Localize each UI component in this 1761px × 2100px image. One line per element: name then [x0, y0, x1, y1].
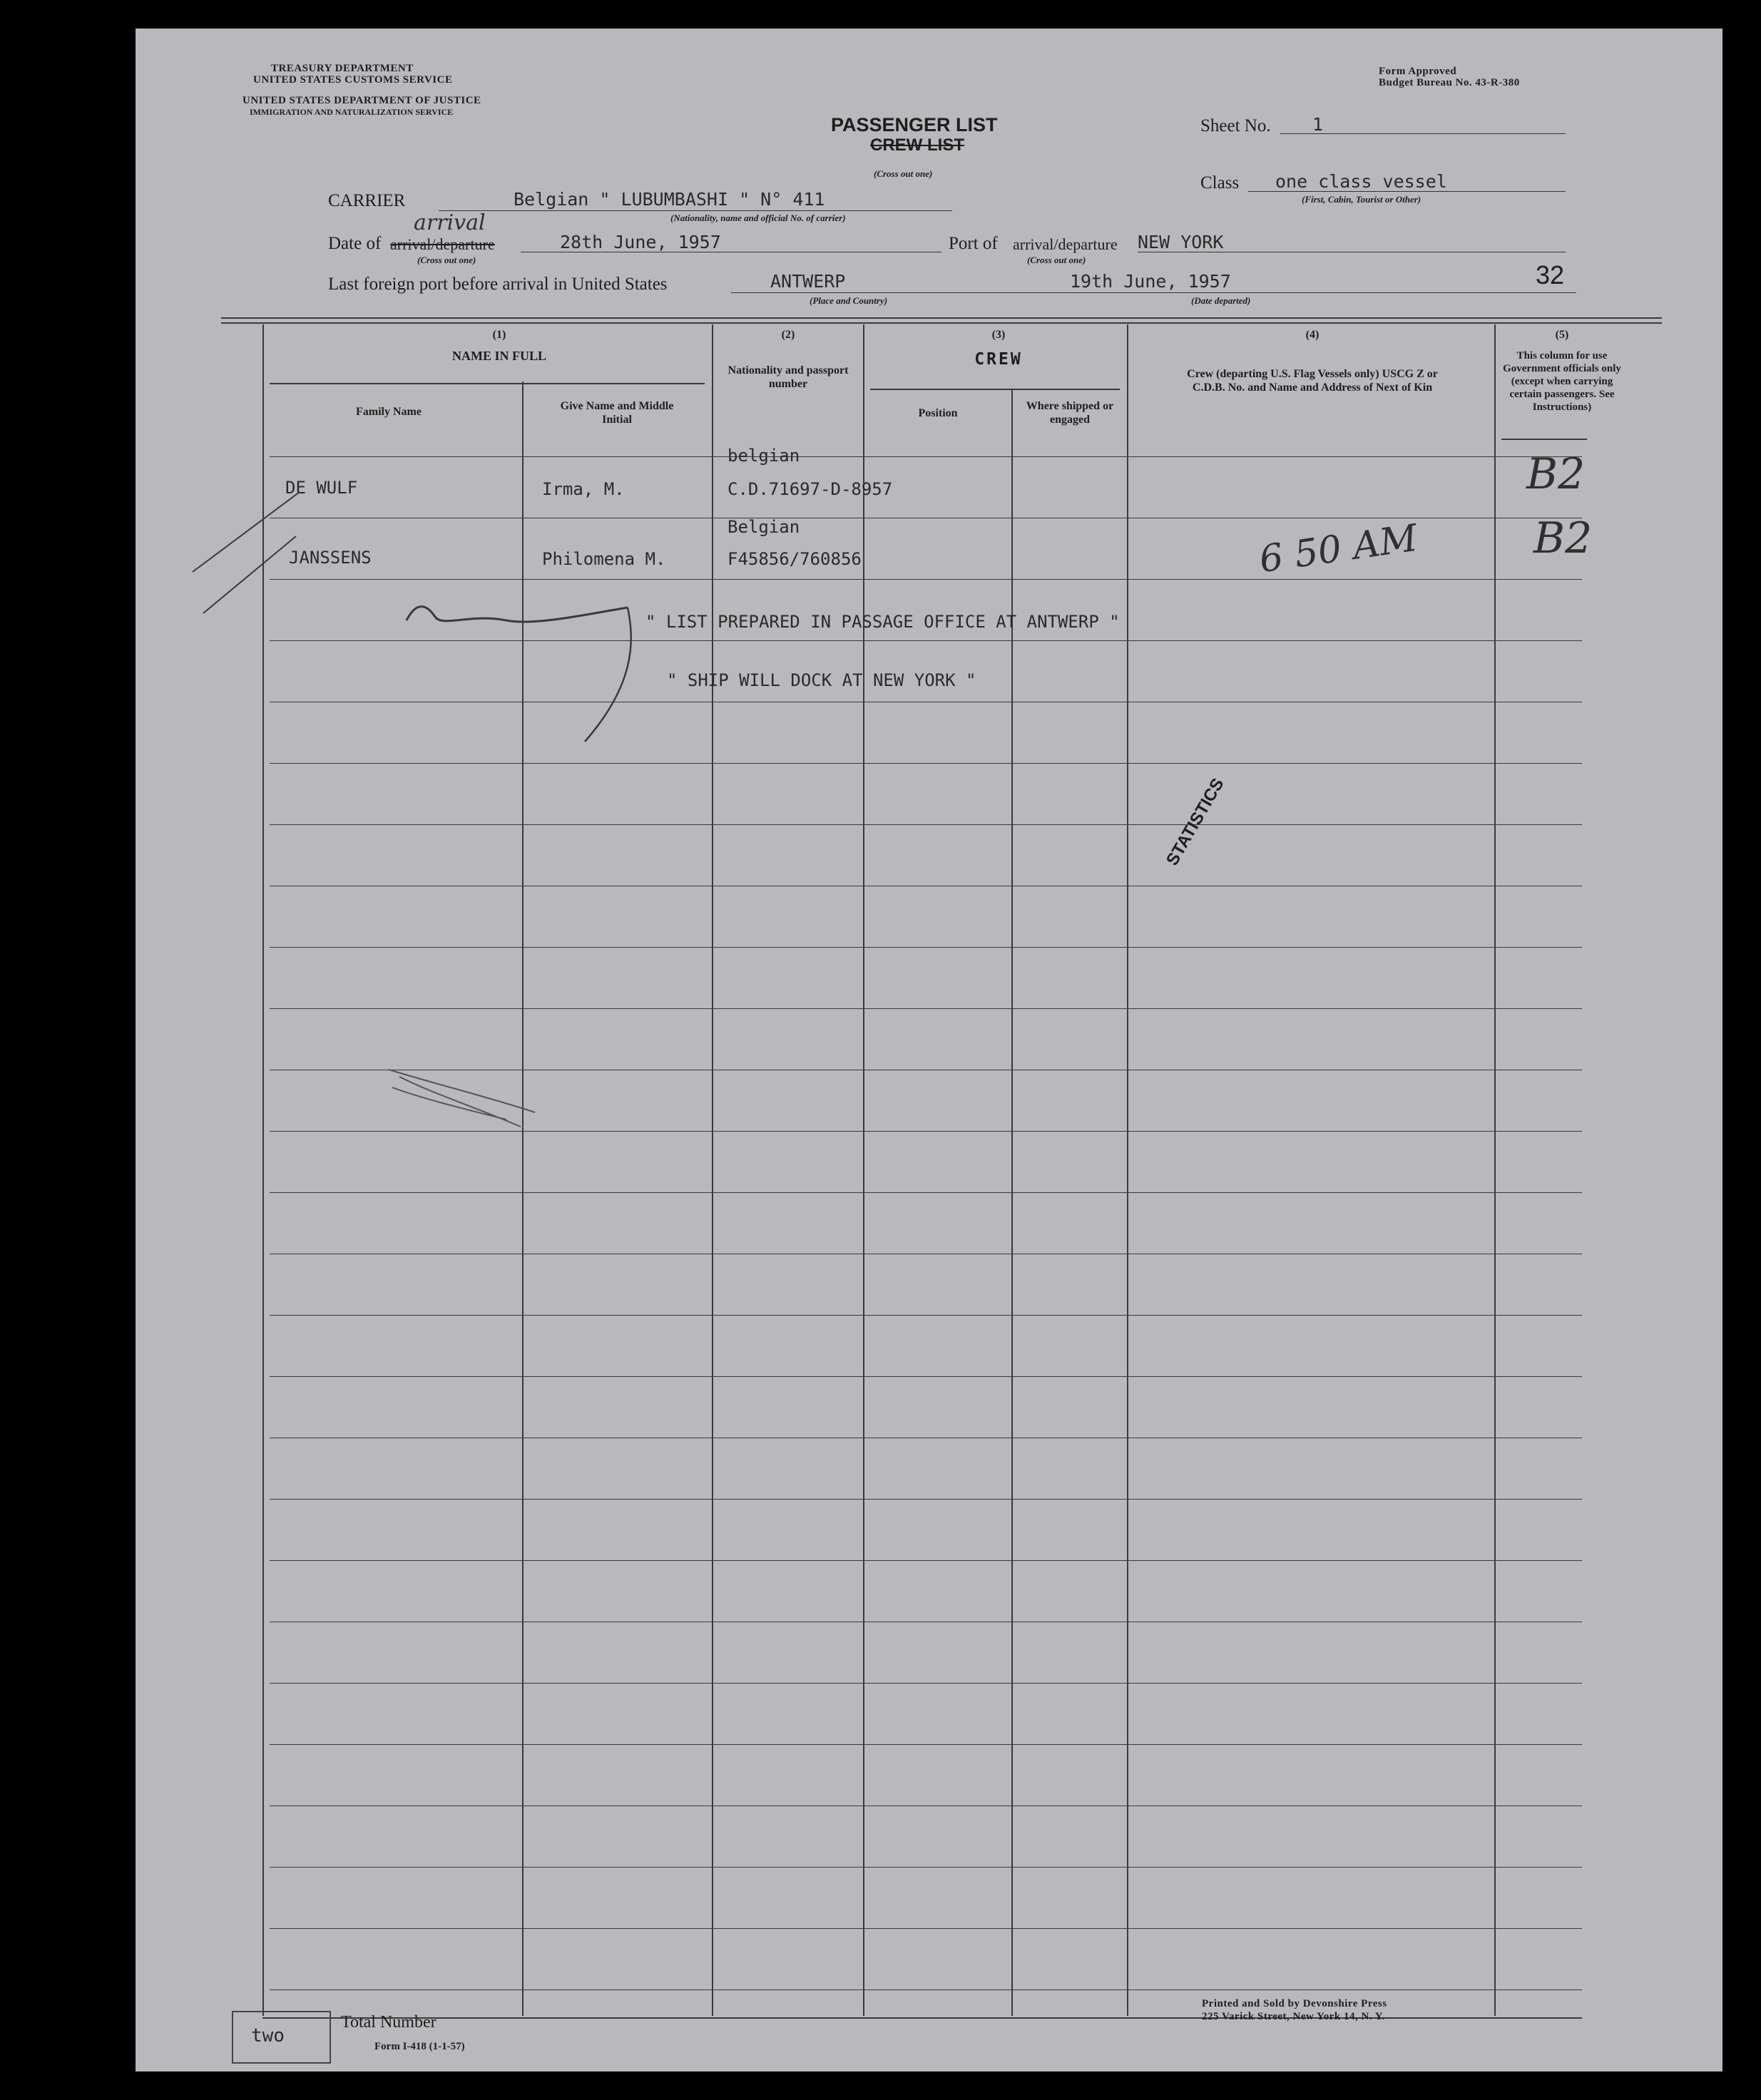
- sheet-value: 1: [1312, 114, 1324, 135]
- statistics-stamp: STATISTICS: [1163, 774, 1228, 869]
- col1a-header: Family Name: [356, 406, 422, 418]
- budget-bureau: Budget Bureau No. 43-R-380: [1379, 77, 1520, 88]
- class-note: (First, Cabin, Tourist or Other): [1302, 194, 1421, 205]
- col3-number: (3): [991, 329, 1006, 341]
- form-sheet: [136, 29, 1722, 2071]
- nationality: belgian: [728, 446, 800, 466]
- col3b-header: Where shipped or engaged: [1026, 400, 1114, 426]
- col2-number: (2): [781, 329, 795, 341]
- col4-title: Crew (departing U.S. Flag Vessels only) USCG Z or C.D.B. No. and Name and Address of Next of Kin: [1187, 368, 1438, 394]
- family-name: DE WULF: [285, 478, 358, 498]
- agency-line-2: UNITED STATES CUSTOMS SERVICE: [253, 74, 453, 86]
- port-value: NEW YORK: [1138, 232, 1224, 252]
- port-note: (Cross out one): [1027, 255, 1086, 265]
- note-line-1: " LIST PREPARED IN PASSAGE OFFICE AT ANTWERP ": [645, 612, 1120, 632]
- port-label: Port of: [949, 234, 998, 253]
- class-value: one class vessel: [1275, 171, 1447, 192]
- given-name: Philomena M.: [542, 549, 666, 569]
- total-box: [232, 2011, 331, 2064]
- date-struck: arrival/departure: [390, 235, 495, 253]
- given-name: Irma, M.: [542, 479, 625, 499]
- official-mark: B2: [1533, 513, 1593, 563]
- col3-title: CREW: [974, 350, 1023, 369]
- agency-line-4: IMMIGRATION AND NATURALIZATION SERVICE: [250, 107, 454, 117]
- page-number: 32: [1536, 260, 1565, 290]
- nationality: Belgian: [728, 517, 800, 537]
- port-options: arrival/departure: [1013, 235, 1118, 253]
- carrier-label: CARRIER: [328, 191, 406, 210]
- total-value: two: [251, 2025, 285, 2047]
- col5-number: (5): [1555, 329, 1569, 341]
- class-label: Class: [1200, 173, 1240, 193]
- col1-number: (1): [492, 329, 506, 341]
- note-line-2: " SHIP WILL DOCK AT NEW YORK ": [667, 670, 976, 690]
- last-port-value: ANTWERP: [770, 271, 846, 292]
- date-label: Date of: [328, 234, 382, 253]
- col3a-header: Position: [918, 407, 958, 419]
- family-name: JANSSENS: [289, 548, 372, 568]
- time-note: 6 50 AM: [1256, 516, 1421, 582]
- total-label: Total Number: [341, 2013, 437, 2032]
- date-value: 28th June, 1957: [560, 232, 721, 252]
- col5-title: This column for use Government officials only (except when carrying certain passengers. See Instructions): [1503, 350, 1621, 413]
- printer-line-1: Printed and Sold by Devonshire Press: [1202, 1998, 1387, 2009]
- handwritten-strokes: [136, 29, 1722, 2071]
- official-mark: B2: [1526, 449, 1586, 499]
- passport-number: C.D.71697-D-8957: [728, 479, 893, 499]
- col1-title: NAME IN FULL: [451, 349, 546, 363]
- agency-line-1: TREASURY DEPARTMENT: [271, 63, 414, 74]
- col1b-header: Give Name and Middle Initial: [560, 400, 674, 426]
- form-approved: Form Approved: [1379, 66, 1457, 77]
- col4-number: (4): [1305, 329, 1320, 341]
- departed-note: (Date departed): [1191, 295, 1251, 306]
- title-note: (Cross out one): [874, 168, 933, 179]
- title-struck: CREW LIST: [870, 135, 964, 155]
- page-title: PASSENGER LIST: [831, 114, 998, 135]
- last-port-label: Last foreign port before arrival in United States: [328, 275, 668, 294]
- form-number: Form I-418 (1-1-57): [374, 2041, 465, 2052]
- date-note: (Cross out one): [417, 255, 476, 265]
- last-port-note: (Place and Country): [810, 295, 888, 306]
- passport-number: F45856/760856: [728, 549, 862, 569]
- agency-line-3: UNITED STATES DEPARTMENT OF JUSTICE: [243, 95, 481, 106]
- carrier-note: (Nationality, name and official No. of carrier): [670, 212, 846, 223]
- date-handwritten: arrival: [414, 210, 486, 235]
- col2-title: Nationality and passport number: [728, 364, 849, 390]
- printer-line-2: 225 Varick Street, New York 14, N. Y.: [1202, 2011, 1385, 2022]
- carrier-value: Belgian " LUBUMBASHI " N° 411: [514, 189, 825, 210]
- sheet-label: Sheet No.: [1200, 116, 1271, 135]
- departed-value: 19th June, 1957: [1070, 271, 1231, 292]
